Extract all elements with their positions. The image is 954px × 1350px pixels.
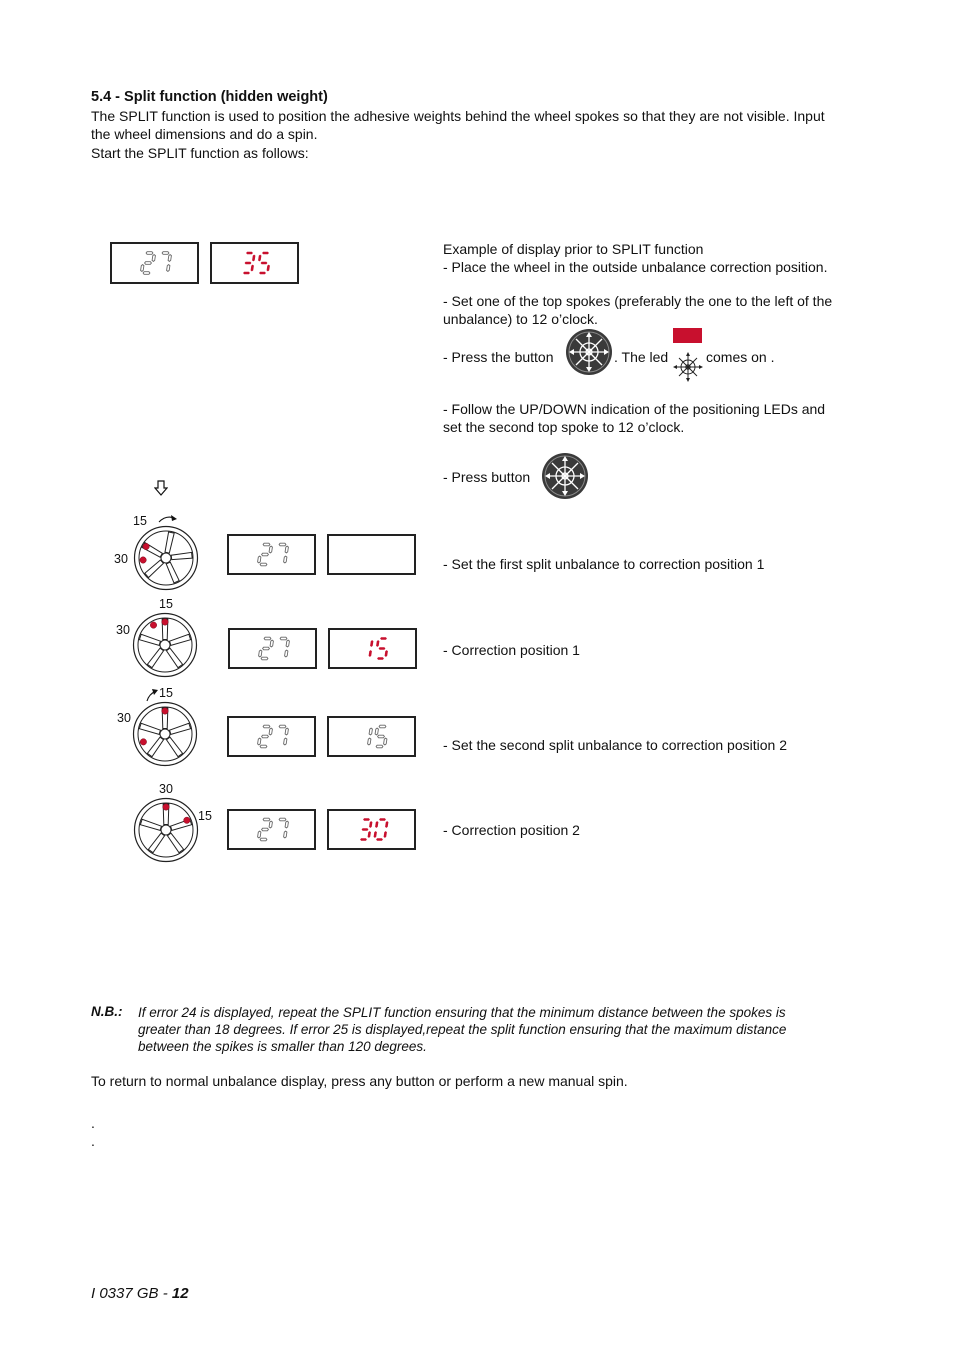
wheel-label: 30 bbox=[117, 711, 131, 725]
step-press-button-a: - Press the button bbox=[443, 349, 554, 365]
digit-segment bbox=[259, 650, 262, 657]
wheel-spoke bbox=[147, 648, 163, 668]
wheel-icon bbox=[133, 525, 199, 594]
digit-segment bbox=[263, 725, 270, 728]
digit-segment bbox=[385, 821, 388, 828]
digit-segment bbox=[360, 838, 367, 841]
note-text: If error 24 is displayed, repeat the SPLIT function ensuring that the minimum distance between the spokes is greater than 18 degrees. If error 25 is displayed,repeat the split function ensuring that the maximum distance between the spikes is smaller than 120 degrees. bbox=[138, 1005, 787, 1054]
display-digits bbox=[329, 536, 414, 573]
wheel-hub bbox=[160, 729, 170, 739]
intro-text: The SPLIT function is used to position the adhesive weights behind the wheel spokes so that they are not visible. Input the wheel dimensions and do a spin. bbox=[91, 108, 825, 142]
digit-segment bbox=[279, 725, 286, 728]
digit-segment bbox=[246, 252, 253, 255]
display-right-2 bbox=[328, 628, 417, 669]
digit-segment bbox=[258, 831, 261, 838]
digit-segment bbox=[258, 255, 261, 262]
digit-segment bbox=[260, 745, 267, 748]
split-led-icon bbox=[673, 352, 703, 385]
wheel-weight bbox=[140, 557, 146, 563]
step-set-spoke: - Set one of the top spokes (preferably the one to the left of the unbalance) to 12 o’clock. bbox=[443, 293, 833, 327]
display-right-3 bbox=[327, 716, 416, 757]
digit-segment bbox=[280, 637, 287, 640]
split-button-icon[interactable] bbox=[565, 328, 613, 379]
split-button-glyph bbox=[541, 452, 589, 500]
digit-segment bbox=[269, 821, 272, 828]
wheel-label: 30 bbox=[114, 552, 128, 566]
digit-segment bbox=[262, 828, 269, 831]
display-digits bbox=[112, 244, 197, 282]
wheel-weight bbox=[143, 543, 149, 549]
digit-segment bbox=[379, 818, 386, 821]
down-arrow-icon bbox=[154, 480, 168, 499]
split-led-glyph bbox=[673, 352, 703, 382]
digit-segment bbox=[377, 657, 384, 660]
wheel-spoke bbox=[139, 723, 160, 734]
digit-segment bbox=[258, 556, 261, 563]
display-left-0 bbox=[110, 242, 199, 284]
wheel-weight bbox=[162, 619, 168, 625]
digit-segment bbox=[262, 252, 269, 255]
display-left-2 bbox=[228, 628, 317, 669]
start-text: Start the SPLIT function as follows: bbox=[91, 145, 309, 161]
digit-segment bbox=[270, 640, 273, 647]
digit-segment bbox=[378, 735, 385, 738]
return-text: To return to normal unbalance display, press any button or perform a new manual spin. bbox=[91, 1073, 628, 1089]
digit-segment bbox=[379, 647, 386, 650]
step-place: - Place the wheel in the outside unbalance correction position. bbox=[443, 259, 828, 275]
wheel-hub bbox=[161, 553, 171, 563]
wheel-spoke bbox=[147, 737, 163, 757]
digit-segment bbox=[263, 543, 270, 546]
dot-1: . bbox=[91, 1115, 95, 1131]
digit-segment bbox=[264, 637, 271, 640]
display-digits bbox=[229, 536, 314, 573]
digit-segment bbox=[279, 818, 286, 821]
digit-segment bbox=[263, 647, 270, 650]
digit-segment bbox=[368, 738, 371, 745]
digit-segment bbox=[384, 831, 387, 838]
dot-2: . bbox=[91, 1133, 95, 1149]
digit-segment bbox=[369, 821, 372, 828]
digit-segment bbox=[262, 553, 269, 556]
digit-segment bbox=[269, 728, 272, 735]
wheel-rim-inner bbox=[138, 707, 192, 761]
wheel-spoke bbox=[167, 833, 183, 853]
step-corr2: - Correction position 2 bbox=[443, 822, 580, 838]
digit-segment bbox=[368, 831, 371, 838]
wheel-spoke bbox=[145, 560, 164, 577]
digit-segment bbox=[284, 831, 287, 838]
digit-segment bbox=[374, 831, 377, 838]
section-title: 5.4 - Split function (hidden weight) bbox=[91, 89, 328, 105]
step-the-led: . The led bbox=[614, 349, 669, 365]
wheel-spoke bbox=[166, 737, 182, 757]
display-digits bbox=[229, 811, 314, 848]
digit-segment bbox=[370, 640, 373, 647]
step-example: Example of display prior to SPLIT function bbox=[443, 241, 704, 257]
digit-segment bbox=[285, 728, 288, 735]
wheel-spoke bbox=[170, 634, 191, 645]
wheel-spoke bbox=[166, 562, 179, 583]
display-digits bbox=[330, 630, 415, 667]
wheel-weight bbox=[140, 739, 146, 745]
digit-segment bbox=[284, 738, 287, 745]
wheel-label: 15 bbox=[159, 686, 173, 700]
wheel-rim-inner bbox=[139, 531, 193, 585]
digit-segment bbox=[380, 637, 387, 640]
digit-segment bbox=[245, 262, 252, 265]
digit-segment bbox=[167, 265, 170, 272]
digit-segment bbox=[279, 543, 286, 546]
wheel-label: 15 bbox=[198, 809, 212, 823]
display-right-4 bbox=[327, 809, 416, 850]
display-digits bbox=[229, 718, 314, 755]
step-comes-on: comes on . bbox=[706, 349, 775, 365]
display-digits bbox=[329, 718, 414, 755]
wheel-spoke bbox=[166, 648, 182, 668]
digit-segment bbox=[376, 640, 379, 647]
wheel-rim-inner bbox=[138, 618, 192, 672]
digit-segment bbox=[284, 556, 287, 563]
wheel-icon bbox=[132, 701, 198, 770]
digit-segment bbox=[267, 265, 270, 272]
digit-segment bbox=[376, 745, 383, 748]
digit-segment bbox=[385, 650, 388, 657]
wheel-icon bbox=[133, 797, 199, 866]
footer-page: 12 bbox=[171, 1285, 189, 1302]
digit-segment bbox=[263, 818, 270, 821]
split-button-glyph bbox=[565, 328, 613, 376]
digit-segment bbox=[252, 255, 255, 262]
digit-segment bbox=[260, 838, 267, 841]
note-label: N.B.: bbox=[91, 1004, 123, 1019]
digit-segment bbox=[285, 546, 288, 553]
digit-segment bbox=[146, 252, 153, 255]
display-left-4 bbox=[227, 809, 316, 850]
wheel-weight bbox=[162, 708, 168, 714]
wheel-icon bbox=[132, 612, 198, 681]
digit-segment bbox=[261, 657, 268, 660]
wheel-rim-inner bbox=[139, 803, 193, 857]
digit-segment bbox=[376, 838, 383, 841]
display-digits bbox=[212, 244, 297, 282]
digit-segment bbox=[375, 728, 378, 735]
digit-segment bbox=[286, 640, 289, 647]
footer-doc: I 0337 GB - bbox=[91, 1285, 172, 1302]
digit-segment bbox=[269, 546, 272, 553]
wheel-weight bbox=[163, 804, 169, 810]
display-left-1 bbox=[227, 534, 316, 575]
digit-segment bbox=[369, 728, 372, 735]
wheel-label: 30 bbox=[116, 623, 130, 637]
digit-segment bbox=[379, 725, 386, 728]
digit-segment bbox=[143, 272, 150, 275]
step-set-second: - Set the second split unbalance to correction position 2 bbox=[443, 737, 787, 753]
digit-segment bbox=[362, 828, 369, 831]
digit-segment bbox=[258, 738, 261, 745]
wheel-hub bbox=[160, 640, 170, 650]
digit-segment bbox=[285, 821, 288, 828]
wheel-spoke bbox=[171, 552, 192, 559]
display-left-3 bbox=[227, 716, 316, 757]
digit-segment bbox=[259, 272, 266, 275]
wheel-hub bbox=[161, 825, 171, 835]
led-indicator bbox=[673, 328, 702, 343]
digit-segment bbox=[363, 818, 370, 821]
wheel-weight bbox=[184, 817, 190, 823]
wheel-spoke bbox=[148, 833, 164, 853]
digit-segment bbox=[369, 650, 372, 657]
wheel-label: 15 bbox=[159, 597, 173, 611]
display-digits bbox=[329, 811, 414, 848]
wheel-spoke bbox=[140, 819, 161, 830]
step-corr1: - Correction position 1 bbox=[443, 642, 580, 658]
step-set-first: - Set the first split unbalance to correction position 1 bbox=[443, 556, 765, 572]
step-press-button-b: - Press button bbox=[443, 469, 531, 485]
digit-segment bbox=[243, 272, 250, 275]
wheel-spoke bbox=[170, 723, 191, 734]
wheel-spoke bbox=[139, 634, 160, 645]
wheel-spoke bbox=[165, 532, 174, 553]
digit-segment bbox=[262, 735, 269, 738]
wheel-label: 15 bbox=[133, 514, 147, 528]
split-button-icon[interactable] bbox=[541, 452, 589, 503]
digit-segment bbox=[260, 563, 267, 566]
digit-segment bbox=[384, 738, 387, 745]
digit-segment bbox=[168, 255, 171, 262]
digit-segment bbox=[251, 265, 254, 272]
page-footer bbox=[91, 1285, 189, 1302]
display-digits bbox=[230, 630, 315, 667]
wheel-label: 30 bbox=[159, 782, 173, 796]
digit-segment bbox=[152, 255, 155, 262]
digit-segment bbox=[285, 650, 288, 657]
digit-segment bbox=[162, 252, 169, 255]
digit-segment bbox=[261, 262, 268, 265]
display-right-1 bbox=[327, 534, 416, 575]
step-follow: - Follow the UP/DOWN indication of the positioning LEDs and set the second top spoke to 12 o’clock. bbox=[443, 401, 826, 435]
wheel-weight bbox=[150, 622, 156, 628]
digit-segment bbox=[141, 265, 144, 272]
digit-segment bbox=[375, 821, 378, 828]
digit-segment bbox=[145, 262, 152, 265]
display-right-0 bbox=[210, 242, 299, 284]
